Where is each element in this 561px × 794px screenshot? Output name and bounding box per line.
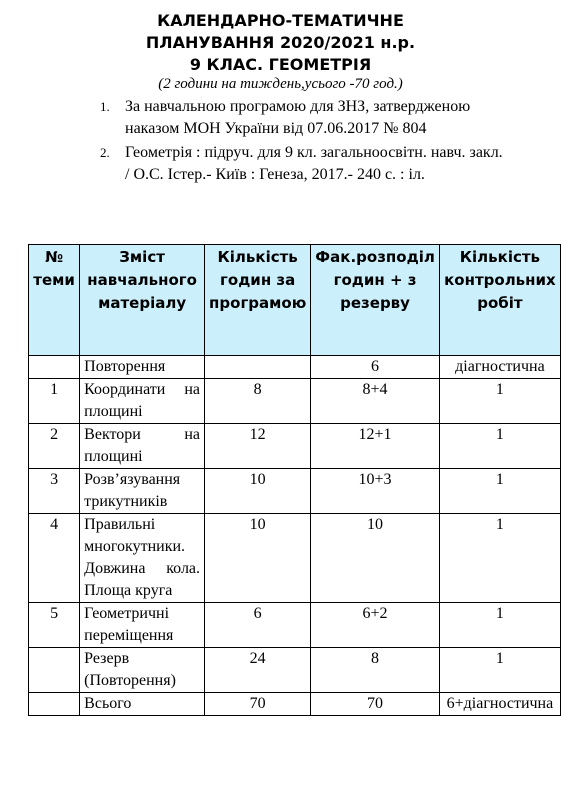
reference-item [100, 142, 510, 186]
title-line-2: ПЛАНУВАННЯ 2020/2021 н.р. [145, 33, 416, 52]
cell-number: 4 [29, 514, 80, 603]
cell-number: 5 [29, 603, 80, 648]
cell-actual: 8 [311, 648, 440, 693]
cell-tests: 1 [439, 379, 560, 424]
table-row [29, 424, 561, 469]
cell-tests: 1 [439, 469, 560, 514]
cell-tests: діагностична [439, 356, 560, 379]
cell-hours: 24 [205, 648, 311, 693]
cell-hours [205, 356, 311, 379]
cell-hours: 10 [205, 514, 311, 603]
cell-tests: 1 [439, 648, 560, 693]
cell-topic: Повторення [80, 356, 205, 379]
header-tests: Кількість контрольних робіт [439, 245, 560, 356]
cell-hours: 10 [205, 469, 311, 514]
cell-actual: 10 [311, 514, 440, 603]
title-line-3: 9 КЛАС. ГЕОМЕТРІЯ [189, 55, 372, 74]
header-program-hours: Кількість годин за програмою [205, 245, 311, 356]
plan-table [28, 244, 561, 716]
cell-actual: 12+1 [311, 424, 440, 469]
cell-actual: 6 [311, 356, 440, 379]
cell-tests: 1 [439, 424, 560, 469]
cell-topic: Вектори на площині [80, 424, 205, 469]
cell-tests: 6+діагностична [439, 693, 560, 716]
header-topic-number: № теми [29, 245, 80, 356]
table-row [29, 648, 561, 693]
cell-number: 2 [29, 424, 80, 469]
reference-number: 1. [100, 99, 110, 114]
table-row [29, 603, 561, 648]
cell-topic: Резерв (Повторення) [80, 648, 205, 693]
title-line-1: КАЛЕНДАРНО-ТЕМАТИЧНЕ [157, 11, 404, 30]
reference-number: 2. [100, 145, 110, 160]
table-row [29, 379, 561, 424]
cell-actual: 10+3 [311, 469, 440, 514]
cell-actual: 70 [311, 693, 440, 716]
cell-actual: 8+4 [311, 379, 440, 424]
cell-topic: Правильні многокутники. Довжина кола. Площа круга [80, 514, 205, 603]
cell-tests: 1 [439, 603, 560, 648]
cell-hours: 12 [205, 424, 311, 469]
cell-hours: 70 [205, 693, 311, 716]
table-row [29, 356, 561, 379]
cell-tests: 1 [439, 514, 560, 603]
reference-text: За навчальною програмою для ЗНЗ, затвердженою наказом МОН України від 07.06.2017 № 804 [125, 98, 471, 137]
table-header-row [29, 245, 561, 356]
header-content: Зміст навчального матеріалу [80, 245, 205, 356]
cell-topic: Координати на площині [80, 379, 205, 424]
header-actual-hours: Фак.розподіл годин + з резерву [311, 245, 440, 356]
cell-actual: 6+2 [311, 603, 440, 648]
table-row-total [29, 693, 561, 716]
references-list [100, 96, 510, 188]
cell-number: 3 [29, 469, 80, 514]
cell-hours: 6 [205, 603, 311, 648]
cell-number [29, 356, 80, 379]
reference-item [100, 96, 510, 140]
cell-topic: Геометричні переміщення [80, 603, 205, 648]
cell-topic: Розв’язування трикутників [80, 469, 205, 514]
cell-number: 1 [29, 379, 80, 424]
table-row [29, 469, 561, 514]
cell-number [29, 648, 80, 693]
cell-topic: Всього [80, 693, 205, 716]
cell-hours: 8 [205, 379, 311, 424]
cell-number [29, 693, 80, 716]
subtitle: (2 години на тиждень,усього -70 год.) [158, 76, 403, 92]
reference-text: Геометрія : підруч. для 9 кл. загальноосвітн. навч. закл. / О.С. Істер.- Київ : Генеза, 2017.- 240 с. : іл. [125, 144, 503, 183]
table-row [29, 514, 561, 603]
